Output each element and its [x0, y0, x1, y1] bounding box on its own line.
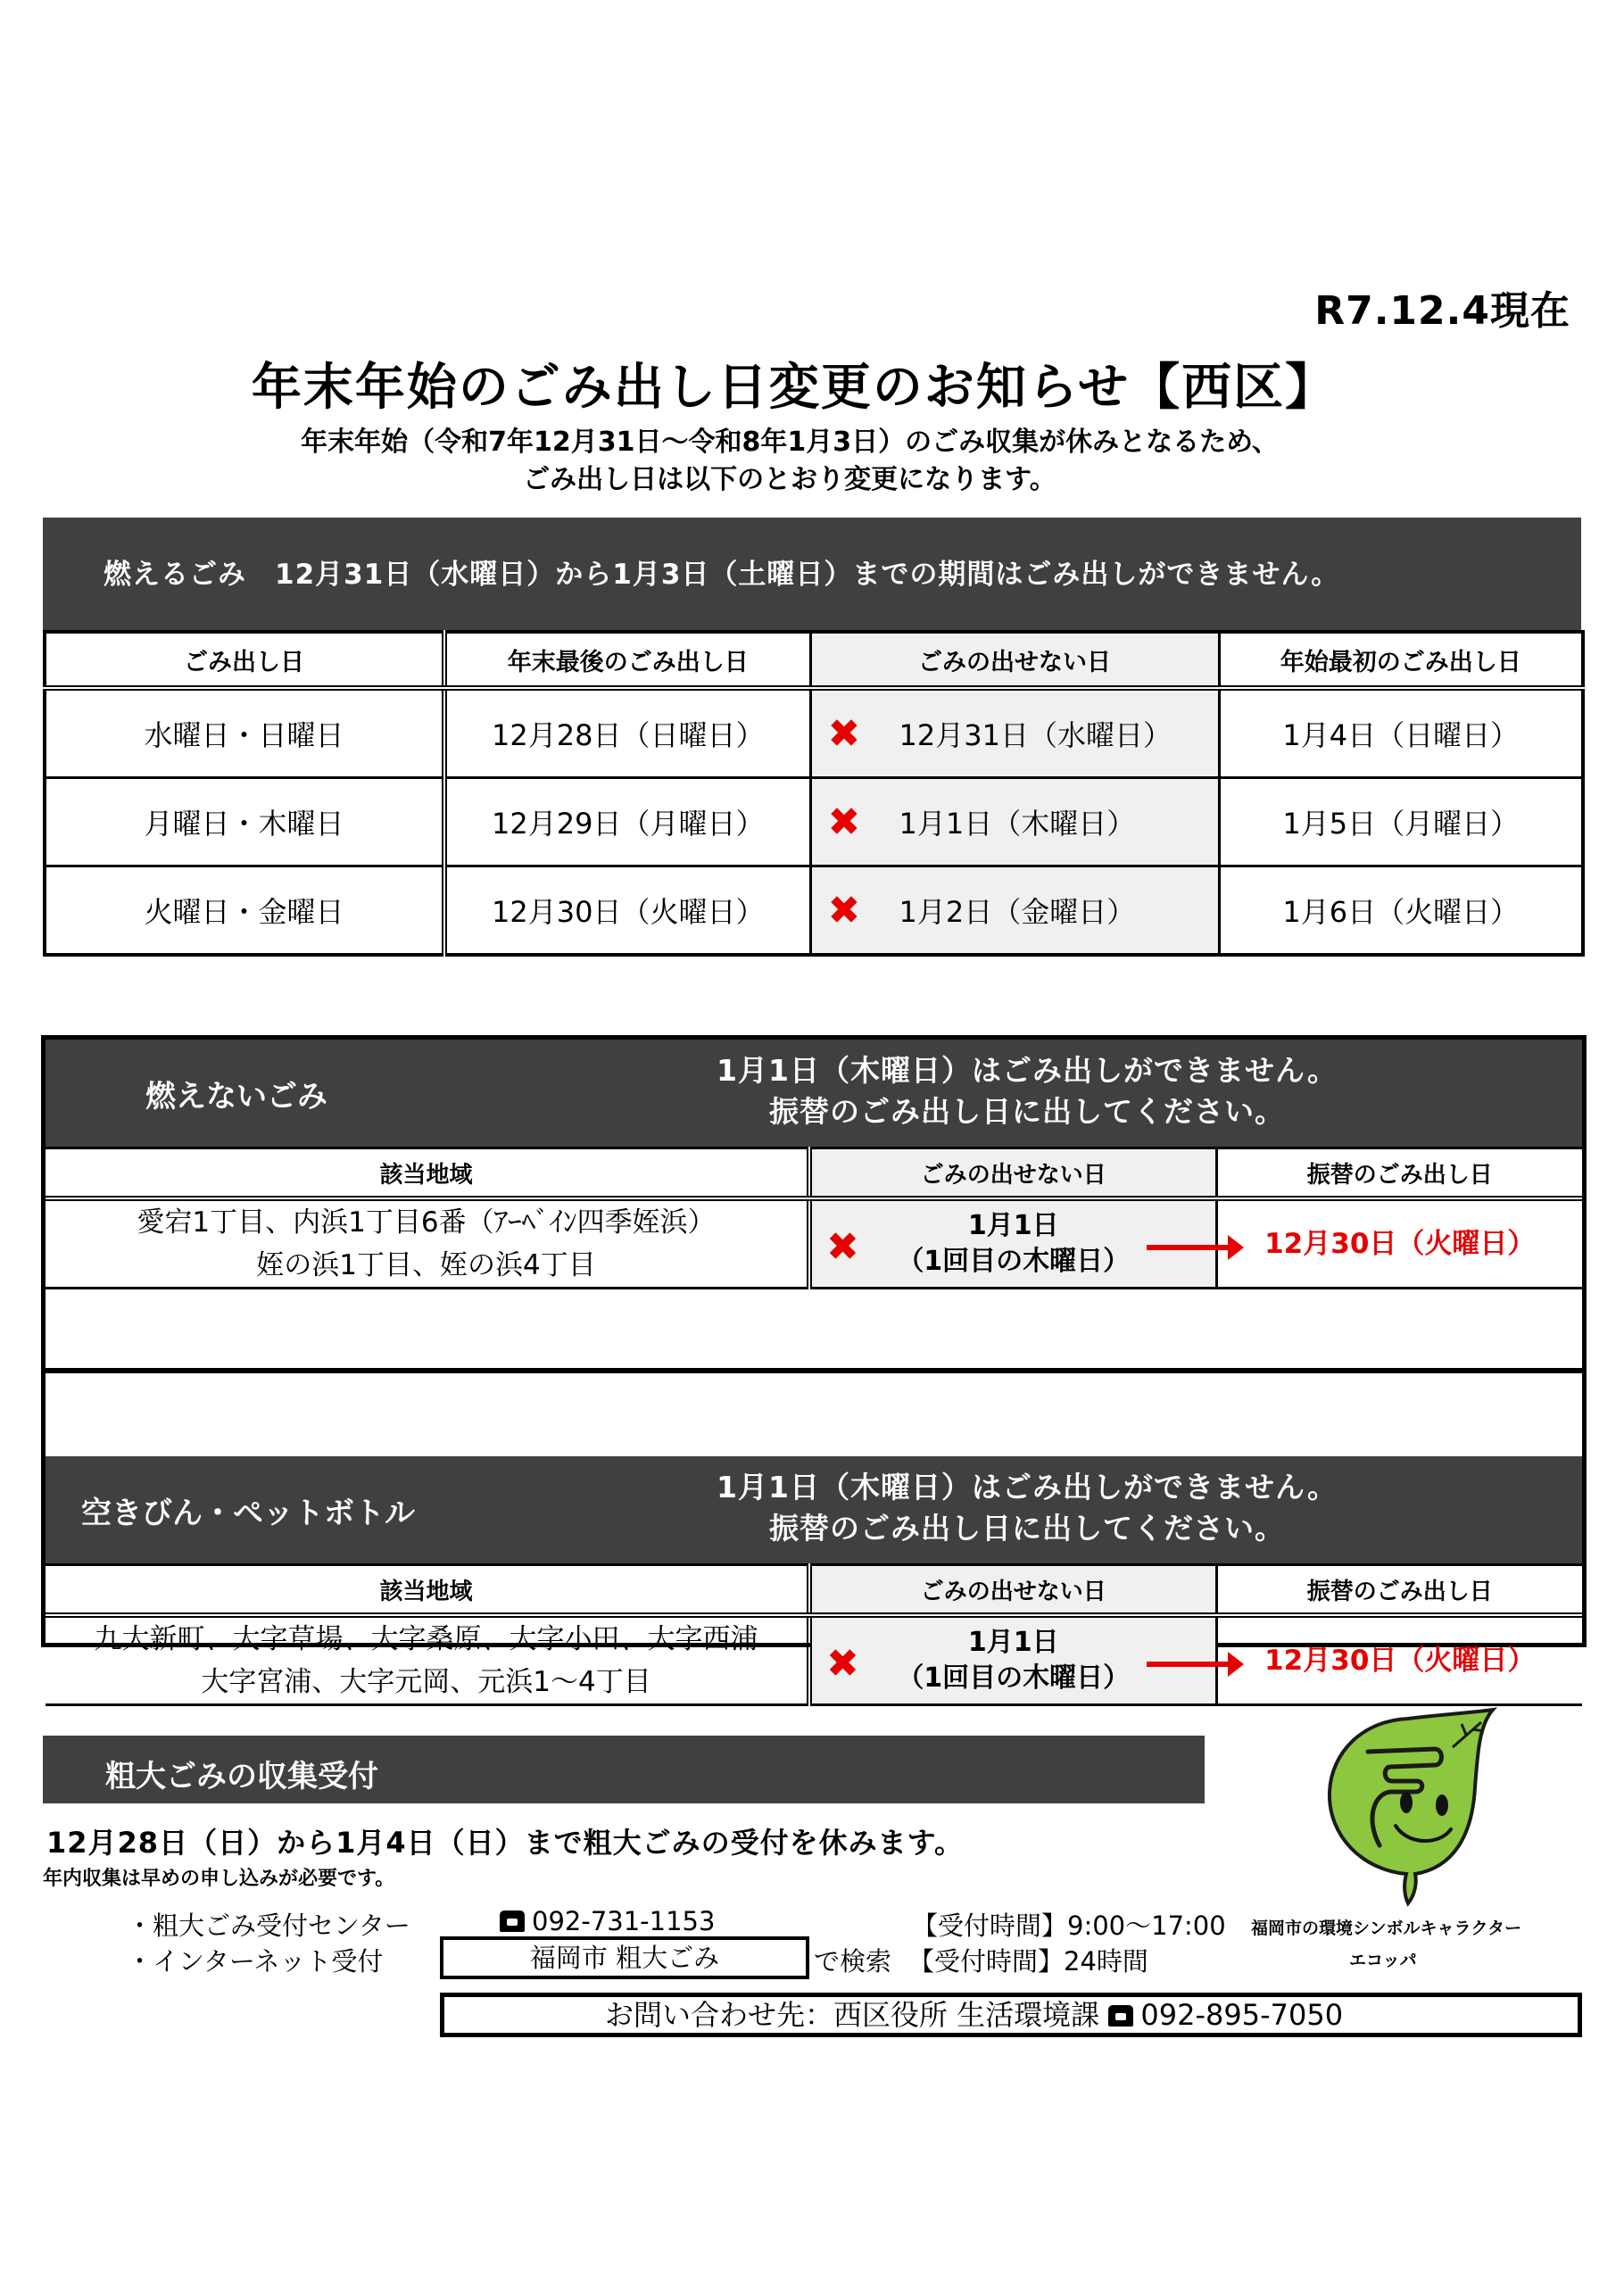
- column-header: 振替のごみ出し日: [1216, 1148, 1582, 1199]
- target-area: [46, 1198, 809, 1289]
- first-collection-date: 1月6日（火曜日）: [1219, 866, 1583, 956]
- last-collection-date: 12月29日（月曜日）: [444, 778, 810, 866]
- first-collection-date: 1月4日（日曜日）: [1219, 688, 1583, 778]
- burnable-header-text: 燃えるごみ 12月31日（水曜日）から1月3日（土曜日）までの期間はごみ出しができません。: [104, 559, 1340, 591]
- alternate-date: 12月30日（火曜日）: [1216, 1198, 1582, 1289]
- phone-icon: [1108, 2005, 1133, 2027]
- cross-icon: ✖: [826, 1641, 859, 1687]
- cross-icon: ✖: [827, 710, 861, 757]
- bulky-stop-notice: 12月28日（日）から1月4日（日）まで粗大ごみの受付を休みます。: [46, 1826, 965, 1860]
- column-header: 年末最後のごみ出し日: [444, 632, 810, 688]
- mascot-caption: 福岡市の環境シンボルキャラクター: [1251, 1919, 1522, 1938]
- intro-text-line1: 年末年始（令和7年12月31日～令和8年1月3日）のごみ収集が休みとなるため、: [301, 427, 1279, 458]
- no-collection-note: （1回目の木曜日）: [897, 1246, 1131, 1277]
- collection-days: 水曜日・日曜日: [45, 688, 444, 778]
- first-collection-date: 1月5日（月曜日）: [1219, 778, 1583, 866]
- bottles-section-header: [46, 1456, 1582, 1563]
- reception-center-label: ・粗大ごみ受付センター: [127, 1911, 410, 1941]
- column-header: 該当地域: [46, 1148, 809, 1199]
- intro-text-line2: ごみ出し日は以下のとおり変更になります。: [523, 464, 1056, 495]
- page-title: 年末年始のごみ出し日変更のお知らせ【西区】: [251, 359, 1338, 417]
- blank-spacer-row: [46, 1368, 1582, 1462]
- table-header-row: [45, 632, 1583, 688]
- phone-number: 092-731-1153: [532, 1906, 716, 1936]
- message-line1: 1月1日（木曜日）はごみ出しができません。: [717, 1053, 1338, 1088]
- column-header: 該当地域: [46, 1565, 809, 1616]
- target-area: [46, 1615, 809, 1705]
- search-suffix: で検索: [814, 1946, 892, 1977]
- table-row: [45, 688, 1583, 778]
- search-keyword-box: 福岡市 粗大ごみ: [440, 1936, 809, 1979]
- message-line2: 振替のごみ出し日に出してください。: [769, 1511, 1285, 1546]
- burnable-schedule-table: [43, 630, 1585, 957]
- column-header: ごみ出し日: [45, 632, 444, 688]
- column-header: ごみの出せない日: [809, 1565, 1216, 1616]
- message-line2: 振替のごみ出し日に出してください。: [769, 1094, 1285, 1129]
- phone-icon: [500, 1911, 525, 1932]
- contact-label: お問い合わせ先：西区役所 生活環境課: [605, 1998, 1100, 2032]
- no-collection-date: 12月31日（水曜日）: [899, 718, 1172, 752]
- bottles-table: [46, 1563, 1582, 1706]
- table-header-row: [46, 1148, 1582, 1199]
- no-collection-date: 1月1日: [967, 1210, 1059, 1241]
- cross-icon: ✖: [827, 799, 861, 845]
- bottles-title: 空きびん・ペットボトル: [81, 1496, 415, 1531]
- column-header: 年始最初のごみ出し日: [1219, 632, 1583, 688]
- contact-phone[interactable]: 092-895-7050: [1140, 1998, 1344, 2032]
- non-burnable-message: [670, 1050, 1384, 1132]
- table-header-row: [46, 1565, 1582, 1616]
- arrow-right-icon: [1147, 1662, 1231, 1667]
- bulky-section-header: [43, 1736, 1205, 1803]
- last-collection-date: 12月28日（日曜日）: [444, 688, 810, 778]
- no-collection-cell: [810, 866, 1219, 956]
- alternate-date: 12月30日（火曜日）: [1216, 1615, 1582, 1705]
- collection-days: 月曜日・木曜日: [45, 778, 444, 866]
- non-burnable-table: [46, 1147, 1582, 1289]
- as-of-date: R7.12.4現在: [1314, 288, 1570, 334]
- arrow-right-icon: [1147, 1245, 1231, 1250]
- ecoppa-mascot-icon: [1310, 1703, 1506, 1908]
- no-collection-date: 1月2日（金曜日）: [899, 895, 1136, 929]
- bulky-header-text: 粗大ごみの収集受付: [105, 1759, 378, 1795]
- internet-reception-hours: 【受付時間】24時間: [908, 1946, 1148, 1977]
- contact-box: [440, 1993, 1582, 2037]
- column-header: ごみの出せない日: [809, 1148, 1216, 1199]
- mascot-name: エコッパ: [1349, 1951, 1417, 1970]
- no-collection-cell: [810, 688, 1219, 778]
- table-row: [45, 778, 1583, 866]
- burnable-section-header: [43, 518, 1581, 630]
- no-collection-cell: [809, 1198, 1216, 1289]
- area-line1: 九大新町、大字草場、大字桑原、大字小田、大字西浦: [94, 1623, 758, 1655]
- area-line2: 大字宮浦、大字元岡、元浜1～4丁目: [201, 1666, 651, 1698]
- message-line1: 1月1日（木曜日）はごみ出しができません。: [717, 1470, 1338, 1504]
- non-burnable-section-header: [46, 1040, 1582, 1147]
- contact-text: [605, 1997, 1343, 2033]
- reception-center-phone[interactable]: [500, 1906, 715, 1936]
- no-collection-date: 1月1日（木曜日）: [899, 807, 1136, 841]
- table-row: [46, 1615, 1582, 1705]
- last-collection-date: 12月30日（火曜日）: [444, 866, 810, 956]
- column-header: ごみの出せない日: [810, 632, 1219, 688]
- special-areas-frame: [41, 1035, 1587, 1698]
- cross-icon: ✖: [827, 887, 861, 933]
- area-line2: 姪の浜1丁目、姪の浜4丁目: [256, 1249, 596, 1281]
- no-collection-cell: [810, 778, 1219, 866]
- cross-icon: ✖: [826, 1224, 859, 1270]
- no-collection-cell: [809, 1615, 1216, 1705]
- collection-days: 火曜日・金曜日: [45, 866, 444, 956]
- bottles-message: [670, 1467, 1384, 1549]
- column-header: 振替のごみ出し日: [1216, 1565, 1582, 1616]
- no-collection-note: （1回目の木曜日）: [897, 1662, 1131, 1694]
- area-line1: 愛宕1丁目、内浜1丁目6番（ｱｰﾍﾞｲﾝ四季姪浜）: [137, 1206, 716, 1239]
- reception-center-hours: 【受付時間】9:00～17:00: [912, 1911, 1226, 1941]
- non-burnable-title: 燃えないごみ: [145, 1079, 327, 1115]
- internet-reception-label: ・インターネット受付: [127, 1946, 384, 1977]
- no-collection-date: 1月1日: [967, 1627, 1059, 1658]
- table-row: [45, 866, 1583, 956]
- table-row: [46, 1198, 1582, 1289]
- bulky-note: 年内収集は早めの申し込みが必要です。: [43, 1868, 395, 1890]
